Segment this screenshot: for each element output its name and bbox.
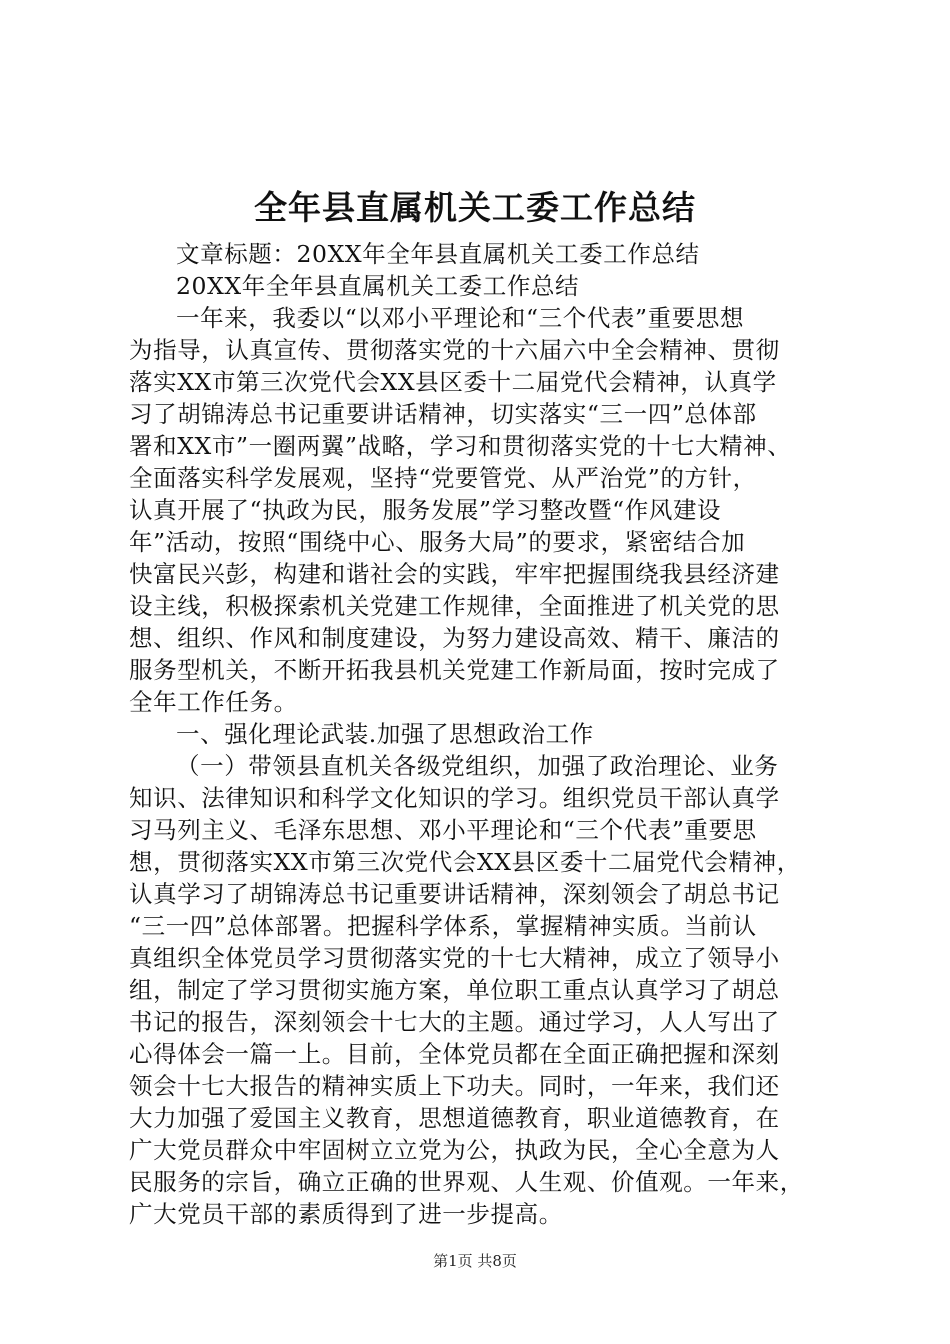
body-text-line: 心得体会一篇一上。目前，全体党员都在全面正确把握和深刻 bbox=[129, 1040, 780, 1068]
body-text-line: 服务型机关，不断开拓我县机关党建工作新局面，按时完成了 bbox=[129, 656, 780, 684]
body-text-line: 民服务的宗旨，确立正确的世界观、人生观、价值观。一年来， bbox=[129, 1168, 804, 1196]
body-text-line: 领会十七大报告的精神实质上下功夫。同时，一年来，我们还 bbox=[129, 1072, 780, 1100]
body-text-line: （一）带领县直机关各级党组织，加强了政治理论、业务 bbox=[176, 752, 779, 780]
body-text-line: 广大党员干部的素质得到了进一步提高。 bbox=[129, 1200, 563, 1228]
body-text-line: 年”活动，按照“围绕中心、服务大局”的要求，紧密结合加 bbox=[129, 528, 746, 556]
body-text-line: 想，贯彻落实XX市第三次党代会XX县区委十二届党代会精神， bbox=[129, 848, 801, 876]
body-text-line: 书记的报告，深刻领会十七大的主题。通过学习，人人写出了 bbox=[129, 1008, 780, 1036]
body-text-line: 认真开展了“执政为民，服务发展”学习整改暨“作风建设 bbox=[129, 496, 722, 524]
body-text-line: 为指导，认真宣传、贯彻落实党的十六届六中全会精神、贯彻 bbox=[129, 336, 780, 364]
body-text-line: 广大党员群众中牢固树立立党为公，执政为民，全心全意为人 bbox=[129, 1136, 780, 1164]
body-text-line: 认真学习了胡锦涛总书记重要讲话精神，深刻领会了胡总书记 bbox=[129, 880, 780, 908]
body-text-line: 署和XX市”一圈两翼”战略，学习和贯彻落实党的十七大精神、 bbox=[129, 432, 792, 460]
body-text-line: 一、强化理论武装.加强了思想政治工作 bbox=[176, 720, 594, 748]
body-text-line: 真组织全体党员学习贯彻落实党的十七大精神，成立了领导小 bbox=[129, 944, 780, 972]
body-text-line: 落实XX市第三次党代会XX县区委十二届党代会精神，认真学 bbox=[129, 368, 777, 396]
body-text-line: 习了胡锦涛总书记重要讲话精神，切实落实“三一四”总体部 bbox=[129, 400, 757, 428]
body-text-line: 快富民兴彭，构建和谐社会的实践，牢牢把握围绕我县经济建 bbox=[129, 560, 780, 588]
body-text-line: 想、组织、作风和制度建设，为努力建设高效、精干、廉洁的 bbox=[129, 624, 780, 652]
body-text-line: 一年来，我委以“以邓小平理论和“三个代表”重要思想 bbox=[176, 304, 745, 332]
body-text-line: 设主线，积极探索机关党建工作规律，全面推进了机关党的思 bbox=[129, 592, 780, 620]
body-text-line: 全面落实科学发展观，坚持“党要管党、从严治党”的方针， bbox=[129, 464, 757, 492]
body-text-line: 20XX年全年县直属机关工委工作总结 bbox=[176, 272, 580, 300]
document-title: 全年县直属机关工委工作总结 bbox=[254, 188, 696, 227]
body-text-line: 文章标题：20XX年全年县直属机关工委工作总结 bbox=[176, 240, 700, 268]
body-text-line: 全年工作任务。 bbox=[129, 688, 298, 716]
body-text-line: “三一四”总体部署。把握科学体系，掌握精神实质。当前认 bbox=[129, 912, 757, 940]
page-number: 第1页 共8页 bbox=[433, 1252, 517, 1270]
body-text-line: 习马列主义、毛泽东思想、邓小平理论和“三个代表”重要思 bbox=[129, 816, 757, 844]
document-body bbox=[129, 238, 839, 1230]
body-text-line: 大力加强了爱国主义教育，思想道德教育，职业道德教育，在 bbox=[129, 1104, 780, 1132]
body-text-line: 知识、法律知识和科学文化知识的学习。组织党员干部认真学 bbox=[129, 784, 780, 812]
body-text-line: 组，制定了学习贯彻实施方案，单位职工重点认真学习了胡总 bbox=[129, 976, 780, 1004]
